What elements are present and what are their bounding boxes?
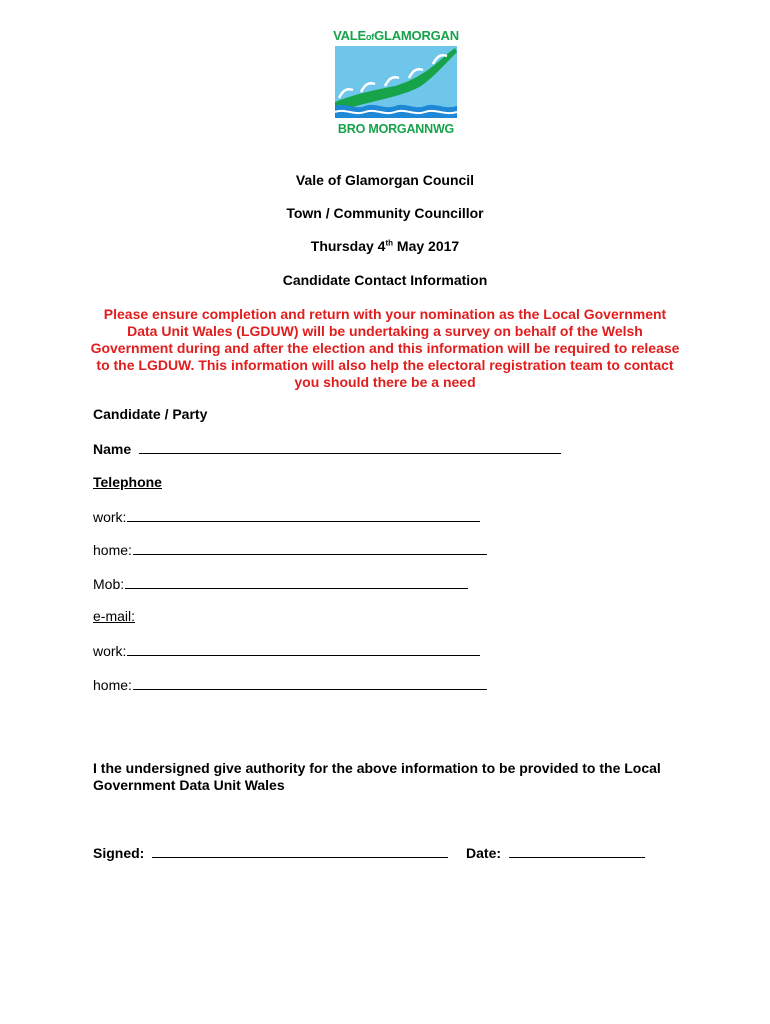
telephone-heading: Telephone (93, 474, 162, 490)
mobile-input-line[interactable] (125, 575, 468, 589)
logo-title: VALEofGLAMORGAN (333, 28, 459, 43)
name-field[interactable] (93, 440, 561, 457)
role-title: Town / Community Councillor (286, 205, 484, 221)
telephone-work-input-line[interactable] (127, 508, 480, 522)
signed-label: Signed: (93, 845, 145, 861)
email-work-field[interactable] (93, 642, 480, 659)
logo-subtitle: BRO MORGANNWG (337, 122, 455, 136)
date-input-line[interactable] (509, 844, 645, 858)
email-home-field[interactable] (93, 676, 487, 693)
telephone-home-input-line[interactable] (133, 541, 487, 555)
mobile-field[interactable] (93, 575, 468, 592)
signature-row (93, 844, 645, 861)
email-heading: e-mail: (93, 608, 136, 624)
form-title: Candidate Contact Information (282, 272, 488, 288)
authority-statement: I the undersigned give authority for the above information to be provided to the Local Government Data Unit Wales (93, 760, 661, 793)
telephone-home-label: home: (93, 542, 132, 558)
telephone-home-field[interactable] (93, 541, 487, 558)
election-date: Thursday 4th May 2017 (310, 238, 460, 254)
email-work-input-line[interactable] (127, 642, 480, 656)
mobile-label: Mob: (93, 576, 125, 592)
council-name: Vale of Glamorgan Council (295, 172, 475, 188)
name-label: Name (93, 441, 132, 457)
telephone-work-label: work: (93, 509, 127, 525)
telephone-work-field[interactable] (93, 508, 480, 525)
email-work-label: work: (93, 643, 127, 659)
name-input-line[interactable] (139, 440, 561, 454)
council-logo (333, 28, 459, 140)
candidate-party-label: Candidate / Party (93, 406, 208, 422)
email-home-label: home: (93, 677, 132, 693)
nomination-notice: Please ensure completion and return with your nomination as the Local Government Data Unit Wales (LGDUW) will be undertaking a survey on behalf of the Welsh Government during and after the election and this information will be required to release to the LGDUW. This information will also help the electoral registration team to contact you should there be a need (90, 306, 680, 390)
signature-input-line[interactable] (152, 844, 448, 858)
logo-emblem-icon (335, 46, 457, 118)
date-label: Date: (466, 845, 502, 861)
email-home-input-line[interactable] (133, 676, 487, 690)
